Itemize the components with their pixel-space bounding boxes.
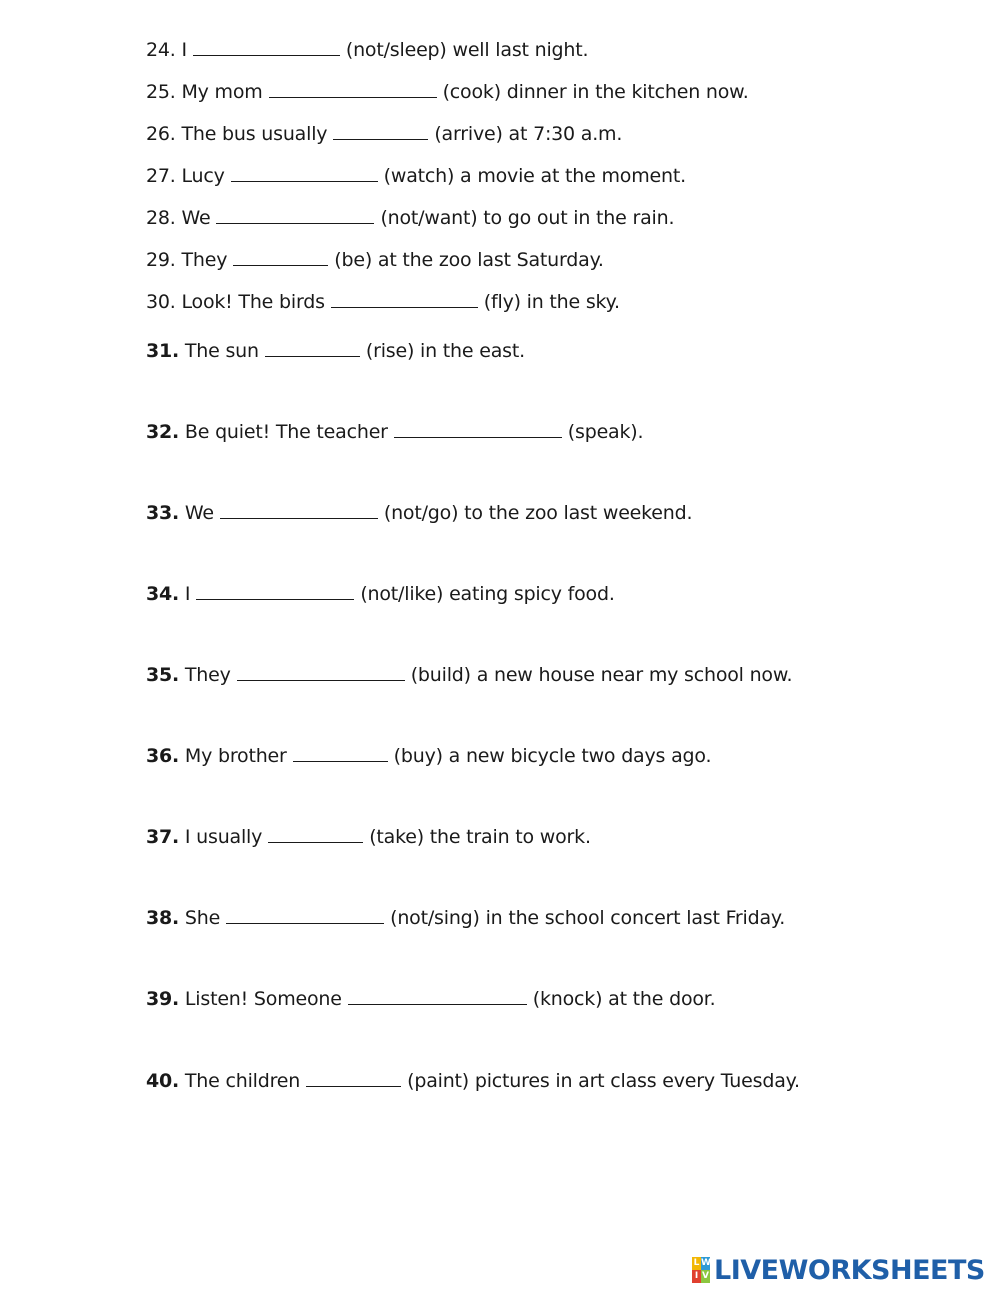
answer-blank[interactable] [333, 121, 428, 140]
question-number: 27. [146, 165, 176, 187]
question-25 [146, 79, 749, 104]
question-40 [146, 1068, 800, 1093]
question-text-after: (fly) in the sky. [483, 291, 620, 313]
question-number: 37. [146, 826, 180, 848]
question-text-before: My mom [181, 81, 263, 103]
question-number: 35. [146, 664, 180, 686]
question-number: 29. [146, 249, 176, 271]
answer-blank[interactable] [216, 205, 374, 224]
question-number: 25. [146, 81, 176, 103]
question-text-after: (not/sing) in the school concert last Friday. [390, 907, 786, 929]
question-number: 38. [146, 907, 180, 929]
question-number: 26. [146, 123, 176, 145]
answer-blank[interactable] [348, 986, 527, 1005]
question-text-after: (arrive) at 7:30 a.m. [434, 123, 623, 145]
question-text-before: The children [184, 1070, 301, 1092]
question-number: 24. [146, 39, 176, 61]
answer-blank[interactable] [265, 338, 360, 357]
question-24 [146, 37, 588, 62]
logo-mark-cell: V [702, 1271, 709, 1281]
question-text-after: (not/sleep) well last night. [345, 39, 589, 61]
question-27 [146, 163, 686, 188]
answer-blank[interactable] [394, 419, 562, 438]
question-34 [146, 581, 615, 606]
question-text-before: I usually [184, 826, 263, 848]
question-number: 34. [146, 583, 180, 605]
question-number: 31. [146, 340, 180, 362]
logo-mark-cell: L [693, 1258, 700, 1268]
question-text-before: We [181, 207, 211, 229]
question-text-after: (not/like) eating spicy food. [360, 583, 615, 605]
question-text-after: (be) at the zoo last Saturday. [334, 249, 604, 271]
answer-blank[interactable] [268, 824, 363, 843]
answer-blank[interactable] [196, 581, 354, 600]
question-text-after: (cook) dinner in the kitchen now. [442, 81, 749, 103]
question-text-after: (not/want) to go out in the rain. [380, 207, 675, 229]
question-text-after: (take) the train to work. [369, 826, 591, 848]
logo-text: LIVEWORKSHEETS [714, 1254, 985, 1286]
question-text-after: (build) a new house near my school now. [410, 664, 793, 686]
answer-blank[interactable] [306, 1068, 401, 1087]
liveworksheets-logo [692, 1253, 992, 1287]
question-35 [146, 662, 792, 687]
question-text-before: I [181, 39, 187, 61]
question-number: 39. [146, 988, 180, 1010]
question-text-before: Listen! Someone [184, 988, 342, 1010]
answer-blank[interactable] [269, 79, 437, 98]
question-number: 32. [146, 421, 180, 443]
question-number: 30. [146, 291, 176, 313]
question-text-after: (paint) pictures in art class every Tuesday. [407, 1070, 800, 1092]
answer-blank[interactable] [233, 247, 328, 266]
answer-blank[interactable] [193, 37, 340, 56]
question-text-after: (buy) a new bicycle two days ago. [393, 745, 712, 767]
question-text-after: (rise) in the east. [365, 340, 525, 362]
question-text-before: I [184, 583, 191, 605]
question-text-after: (knock) at the door. [532, 988, 716, 1010]
question-31 [146, 338, 525, 363]
question-text-after: (speak). [567, 421, 644, 443]
question-text-before: Be quiet! The teacher [184, 421, 388, 443]
question-text-after: (not/go) to the zoo last weekend. [383, 502, 693, 524]
logo-mark-cell: I [692, 1270, 701, 1283]
question-text-before: She [184, 907, 221, 929]
answer-blank[interactable] [220, 500, 378, 519]
question-number: 36. [146, 745, 180, 767]
logo-mark-icon [692, 1257, 710, 1283]
question-33 [146, 500, 692, 525]
question-text-before: My brother [184, 745, 287, 767]
question-text-before: We [184, 502, 214, 524]
question-36 [146, 743, 711, 768]
question-30 [146, 289, 620, 314]
answer-blank[interactable] [231, 163, 378, 182]
answer-blank[interactable] [226, 905, 384, 924]
answer-blank[interactable] [293, 743, 388, 762]
question-text-before: Look! The birds [181, 291, 325, 313]
question-number: 40. [146, 1070, 180, 1092]
question-26 [146, 121, 622, 146]
question-39 [146, 986, 716, 1011]
question-number: 28. [146, 207, 176, 229]
question-text-before: They [181, 249, 228, 271]
answer-blank[interactable] [331, 289, 478, 308]
question-28 [146, 205, 674, 230]
question-text-before: They [184, 664, 231, 686]
question-29 [146, 247, 604, 272]
question-text-before: The sun [184, 340, 259, 362]
question-32 [146, 419, 643, 444]
logo-mark-cell: W [701, 1258, 711, 1268]
question-text-before: The bus usually [181, 123, 328, 145]
question-text-before: Lucy [181, 165, 225, 187]
question-text-after: (watch) a movie at the moment. [383, 165, 686, 187]
answer-blank[interactable] [237, 662, 405, 681]
question-37 [146, 824, 591, 849]
question-38 [146, 905, 785, 930]
question-number: 33. [146, 502, 180, 524]
